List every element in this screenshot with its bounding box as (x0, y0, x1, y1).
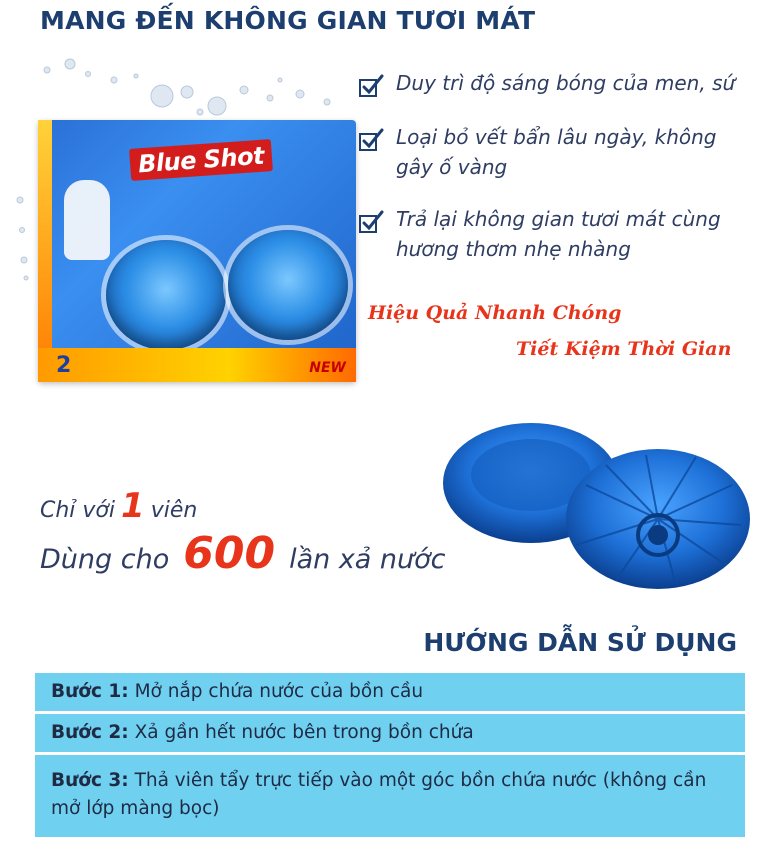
step-item (35, 673, 745, 711)
feature-item (358, 122, 753, 182)
claim-line2-suffix: lần xả nước (289, 544, 446, 575)
claim-line1-suffix: viên (150, 498, 198, 523)
step-text: Thả viên tẩy trực tiếp vào một góc bồn chứa nước (không cần mở lớp màng bọc) (51, 770, 707, 819)
product-brand: Blue Shot (129, 139, 273, 181)
feature-text: Loại bỏ vết bẩn lâu ngày, không gây ố vàng (396, 125, 717, 179)
claim-line1-number: 1 (121, 486, 145, 526)
feature-list (358, 68, 753, 286)
tablets-image (436, 415, 751, 595)
tablet-left (106, 240, 226, 350)
claim-line-1 (40, 486, 197, 526)
feature-text: Trả lại không gian tươi mát cùng hương thơm nhẹ nhàng (396, 207, 721, 261)
tablet-right (228, 230, 348, 340)
step-text: Mở nắp chứa nước của bồn cầu (134, 681, 424, 702)
claim-line1-prefix: Chỉ với (40, 498, 116, 523)
step-item (35, 755, 745, 837)
feature-item (358, 204, 753, 264)
product-package (38, 120, 356, 382)
highlight-save-time: Tiết Kiệm Thời Gian (516, 338, 732, 360)
pack-count-badge: 2 (56, 353, 72, 378)
claim-line2-prefix: Dùng cho (40, 544, 170, 575)
product-image (12, 50, 357, 378)
guide-steps (35, 673, 745, 840)
claim-line2-number: 600 (183, 528, 276, 579)
step-text: Xả gần hết nước bên trong bồn chứa (134, 722, 474, 743)
step-label: Bước 1: (51, 681, 129, 702)
highlight-fast: Hiệu Quả Nhanh Chóng (368, 302, 622, 324)
page-title: MANG ĐẾN KHÔNG GIAN TƯƠI MÁT (40, 6, 536, 35)
feature-item (358, 68, 753, 100)
guide-title: HƯỚNG DẪN SỬ DỤNG (423, 628, 737, 657)
toilet-icon (64, 180, 110, 260)
feature-text: Duy trì độ sáng bóng của men, sứ (396, 71, 736, 95)
step-item (35, 714, 745, 752)
new-badge: NEW (309, 360, 346, 376)
claim-line-2 (40, 528, 446, 579)
package-stripe (38, 120, 52, 382)
check-icon (358, 127, 384, 153)
step-label: Bước 2: (51, 722, 129, 743)
check-icon (358, 209, 384, 235)
step-label: Bước 3: (51, 770, 129, 791)
check-icon (358, 73, 384, 99)
